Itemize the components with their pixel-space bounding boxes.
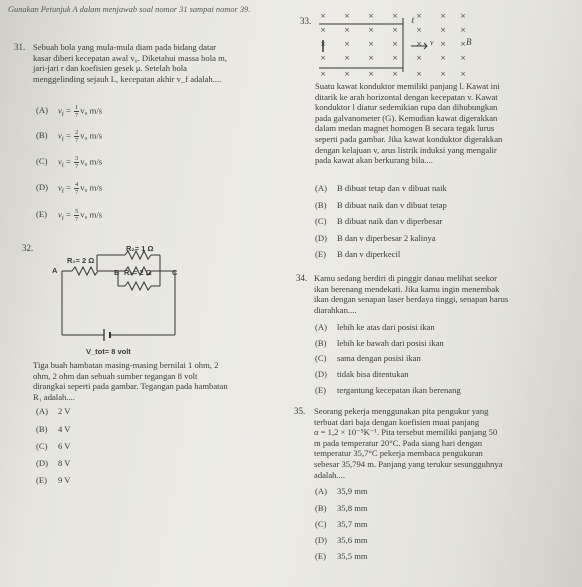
svg-text:×: × [416, 40, 422, 48]
svg-text:×: × [416, 70, 422, 78]
label-voltage: V_tot= 8 volt [86, 347, 131, 356]
q33-line: konduktor l diatur sedemikian rupa dan dihubungkan [315, 102, 498, 113]
svg-text:×: × [460, 26, 466, 34]
q33-line: pada galvanometer (G). Kemudian kawat digerakkan [315, 112, 498, 123]
q34-option-a[interactable]: (A) lebih ke atas dari posisi ikan [315, 322, 435, 332]
q35-option-c[interactable]: (C) 35,7 mm [315, 519, 368, 529]
svg-text:×: × [460, 40, 466, 48]
q35-stem [314, 406, 576, 480]
q33-number: 33. [300, 16, 312, 26]
label-l: ℓ [411, 16, 415, 25]
svg-text:×: × [344, 12, 350, 20]
q31-stem [33, 42, 293, 84]
svg-text:×: × [344, 40, 350, 48]
q32-option-d[interactable]: (D) 8 V [36, 458, 71, 468]
svg-text:×: × [368, 54, 374, 62]
q35-option-d[interactable]: (D) 35,6 mm [315, 535, 368, 545]
svg-text:×: × [392, 26, 398, 34]
svg-text:×: × [416, 26, 422, 34]
svg-text:×: × [368, 26, 374, 34]
q35-line: terbuat dari baja dengan koefisien muai panjang [314, 416, 480, 427]
q32-option-e[interactable]: (E) 9 V [36, 475, 71, 485]
svg-text:×: × [368, 40, 374, 48]
svg-text:×: × [416, 12, 422, 20]
q31-option-c[interactable]: (C) $v_f$ = $\frac{3}{7}$ v₀ m/s [36, 155, 103, 170]
svg-text:×: × [320, 12, 326, 20]
q32-option-b[interactable]: (B) 4 V [36, 424, 71, 434]
q34-option-d[interactable]: (D) tidak bisa ditentukan [315, 369, 409, 379]
svg-text:×: × [344, 54, 350, 62]
svg-text:×: × [460, 54, 466, 62]
label-r3: R₃= 2 Ω [124, 268, 152, 277]
q35-line: Seorang pekerja menggunakan pita pengukur yang [314, 406, 489, 416]
q35-option-e[interactable]: (E) 35,5 mm [315, 551, 368, 561]
svg-text:×: × [320, 70, 326, 78]
q35-option-b[interactable]: (B) 35,8 mm [315, 503, 368, 513]
svg-text:×: × [460, 70, 466, 78]
q31-line: jari-jari r dan koefisien gesek μ. Setelah bola [33, 63, 187, 74]
label-b: B [466, 37, 472, 47]
svg-text:×: × [392, 54, 398, 62]
q32-option-a[interactable]: (A) 2 V [36, 406, 71, 416]
svg-text:×: × [368, 12, 374, 20]
q32-line: R₁ adalah.... [33, 391, 75, 402]
q31-option-b[interactable]: (B) $v_f$ = $\frac{2}{7}$ v₀ m/s [36, 129, 103, 144]
q35-option-a[interactable]: (A) 35,9 mm [315, 486, 368, 496]
svg-text:×: × [344, 70, 350, 78]
q34-line: diarahkan.... [314, 304, 357, 315]
q34-number: 34. [296, 273, 308, 283]
magnetic-field-figure [315, 10, 475, 82]
svg-text:×: × [460, 12, 466, 20]
q34-option-b[interactable]: (B) lebih ke bawah dari posisi ikan [315, 338, 444, 348]
svg-text:×: × [440, 70, 446, 78]
q35-line: temperatur 35,7°C pekerja membaca pengukuran [314, 448, 483, 459]
q33-line: Suatu kawat konduktor memiliki panjang l. Kawat ini [315, 81, 500, 91]
q31-line: Sebuah bola yang mula-mula diam pada bidang datar [33, 42, 217, 52]
svg-text:×: × [320, 26, 326, 34]
q35-line: α = 1,2 × 10⁻⁵K⁻¹. Pita tersebut memiliki panjang 50 [314, 427, 498, 438]
label-r2: R₂= 1 Ω [126, 244, 154, 253]
q34-line: Kamu sedang berdiri di pinggir danau melihat seekor [314, 273, 498, 283]
q35-line: adalah.... [314, 469, 346, 480]
q33-line: dalam medan magnet homogen B secara tegak lurus [315, 123, 495, 134]
label-r1: R₁= 2 Ω [67, 256, 95, 265]
svg-text:×: × [416, 54, 422, 62]
q33-line: ditarik ke arah horizontal dengan kecepatan v. Kawat [315, 91, 498, 102]
q32-line: dirangkai seperti pada gambar. Tegangan pada hambatan [33, 381, 228, 392]
svg-text:×: × [440, 40, 446, 48]
q33-line: dengan kelajuan v, arus listrik induksi yang mengalir [315, 144, 497, 155]
q34-stem [314, 273, 576, 315]
q35-line: m pada temperatur 20°C. Pada siang hari dengan [314, 437, 483, 448]
q32-number: 32. [22, 243, 34, 253]
q31-line: menggelinding sejauh L, kecepatan akhir v_f adalah.... [33, 73, 222, 84]
node-c: C [172, 268, 178, 277]
svg-text:×: × [344, 26, 350, 34]
q33-option-d[interactable]: (D) B dan v diperbesar 2 kalinya [315, 233, 436, 243]
q32-line: Tiga buah hambatan masing-masing bernilai 1 ohm, 2 [33, 360, 219, 370]
q32-option-c[interactable]: (C) 6 V [36, 441, 71, 451]
q34-line: ikan dengan senapan laser berdaya tinggi, senapan harus [314, 294, 509, 305]
label-v: v [430, 38, 434, 47]
q32-stem [33, 360, 288, 402]
q35-number: 35. [294, 406, 306, 416]
q35-line: sebesar 35,794 m. Panjang yang terukur sesungguhnya [314, 458, 503, 469]
svg-text:×: × [320, 40, 326, 48]
svg-text:×: × [392, 40, 398, 48]
node-b: B [114, 268, 120, 277]
node-a: A [52, 266, 58, 275]
q34-line: ikan berenang mendekati. Jika kamu ingin menembak [314, 283, 500, 294]
q31-option-a[interactable]: (A) $v_f$ = $\frac{1}{7}$ v₀ m/s [36, 104, 103, 119]
q33-line: seperti pada gambar. Jika kawat konduktor digerakkan [315, 133, 503, 144]
svg-text:×: × [392, 70, 398, 78]
q32-line: ohm, 2 ohm dan sebuah sumber tegangan 8 volt [33, 370, 198, 381]
q33-line: pada kawat akan berkurang bila.... [315, 155, 433, 166]
q33-option-b[interactable]: (B) B dibuat naik dan v dibuat tetap [315, 200, 447, 210]
svg-text:×: × [440, 54, 446, 62]
q31-number: 31. [14, 42, 26, 52]
q33-stem [315, 81, 577, 166]
q31-line: kasar diberi kecepatan awal v₀. Diketahui massa bola m, [33, 52, 227, 63]
q31-option-e[interactable]: (E) $v_f$ = $\frac{5}{7}$ v₀ m/s [36, 208, 103, 223]
svg-text:×: × [440, 26, 446, 34]
q31-option-d[interactable]: (D) $v_f$ = $\frac{4}{7}$ v₀ m/s [36, 181, 103, 196]
svg-text:×: × [368, 70, 374, 78]
circuit-diagram [40, 238, 200, 360]
svg-text:×: × [392, 12, 398, 20]
q33-option-c[interactable]: (C) B dibuat naik dan v diperbesar [315, 216, 443, 226]
svg-text:×: × [320, 54, 326, 62]
q33-option-e[interactable]: (E) B dan v diperkecil [315, 249, 401, 259]
q34-option-c[interactable]: (C) sama dengan posisi ikan [315, 353, 421, 363]
q33-option-a[interactable]: (A) B dibuat tetap dan v dibuat naik [315, 183, 447, 193]
instructions-header: Gunakan Petunjuk A dalam menjawab soal nomor 31 sampai nomor 39. [8, 5, 251, 14]
q34-option-e[interactable]: (E) tergantung kecepatan ikan berenang [315, 385, 461, 395]
svg-text:×: × [440, 12, 446, 20]
